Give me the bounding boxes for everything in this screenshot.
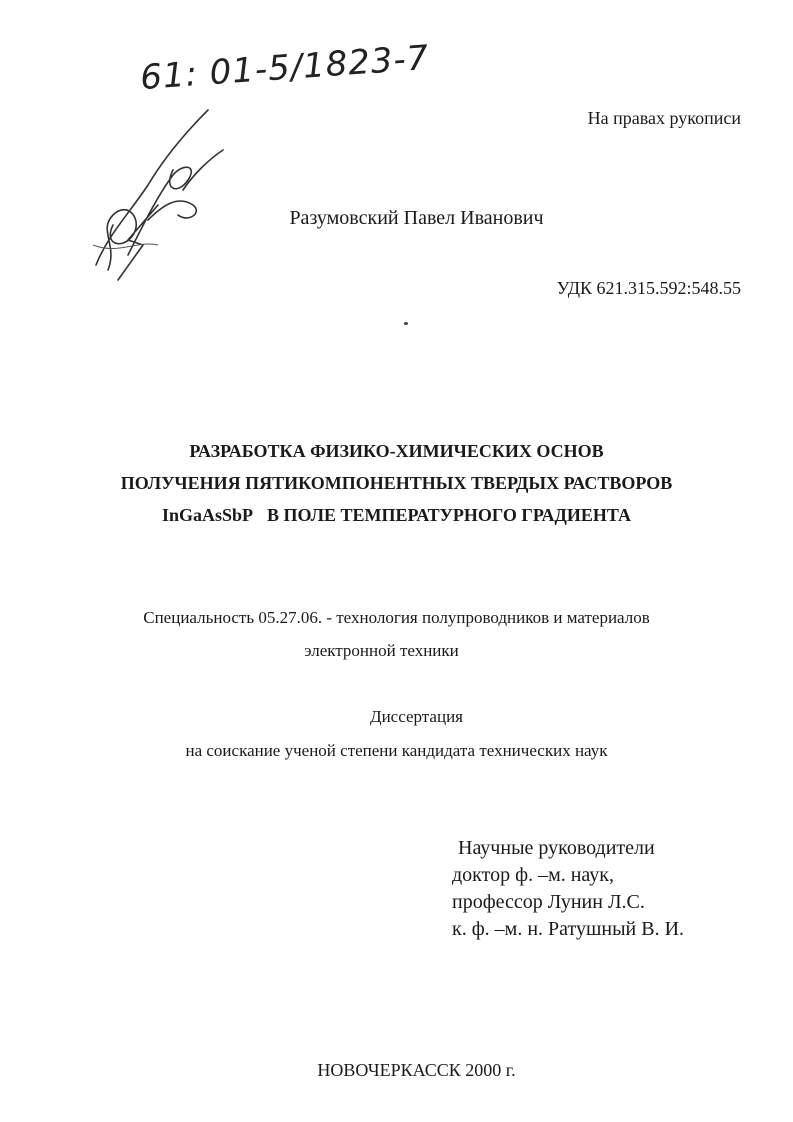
handwritten-signature bbox=[88, 95, 238, 285]
specialty-line-2: электронной техники bbox=[304, 641, 459, 660]
rights-notice: На правах рукописи bbox=[587, 108, 741, 128]
dissertation-degree: на соискание ученой степени кандидата технических наук bbox=[185, 741, 608, 760]
dissertation-title bbox=[0, 435, 793, 531]
supervisors-heading: Научные руководители bbox=[458, 837, 655, 859]
dissertation-block bbox=[0, 700, 793, 768]
title-line-1: РАЗРАБОТКА ФИЗИКО-ХИМИЧЕСКИХ ОСНОВ bbox=[189, 441, 604, 461]
supervisors-block bbox=[452, 835, 684, 943]
speck bbox=[404, 322, 408, 325]
supervisor-line-2: профессор Лунин Л.С. bbox=[452, 891, 645, 913]
author-name: Разумовский Павел Иванович bbox=[289, 207, 544, 229]
title-line-2: ПОЛУЧЕНИЯ ПЯТИКОМПОНЕНТНЫХ ТВЕРДЫХ РАСТВОРОВ bbox=[120, 473, 673, 493]
supervisor-line-1: доктор ф. –м. наук, bbox=[452, 864, 615, 886]
archive-number-handwritten: 61: 01-5/1823-7 bbox=[138, 37, 431, 99]
dissertation-heading: Диссертация bbox=[369, 707, 463, 726]
specialty-line-1: Специальность 05.27.06. - технология полупроводников и материалов bbox=[143, 608, 650, 627]
title-line-3 bbox=[0, 499, 793, 531]
title-formula: InGaAsSbP bbox=[161, 505, 254, 525]
city-year: НОВОЧЕРКАССК 2000 г. bbox=[317, 1060, 516, 1080]
title-line-3-rest: В ПОЛЕ ТЕМПЕРАТУРНОГО ГРАДИЕНТА bbox=[267, 505, 632, 525]
supervisor-line-3: к. ф. –м. н. Ратушный В. И. bbox=[452, 918, 685, 940]
specialty-block bbox=[0, 601, 793, 667]
udk-code: УДК 621.315.592:548.55 bbox=[556, 278, 741, 298]
